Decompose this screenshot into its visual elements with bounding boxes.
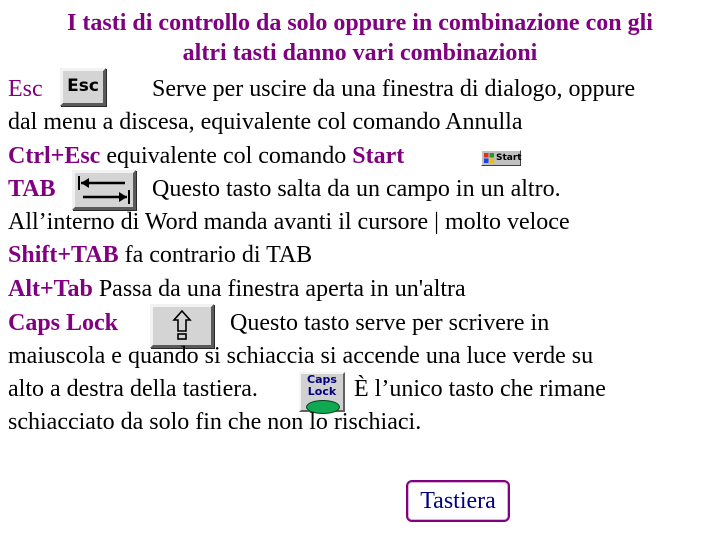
- alt-tab-term: Alt+Tab: [8, 276, 93, 302]
- windows-flag-icon: [484, 153, 494, 163]
- tab-description-2: All’interno di Word manda avanti il cursore | molto veloce: [8, 209, 570, 235]
- tastiera-button[interactable]: Tastiera: [406, 480, 510, 522]
- esc-description-1: Serve per uscire da una finestra di dialogo, oppure: [152, 76, 636, 102]
- page-title: [0, 8, 720, 68]
- esc-key-icon: [60, 68, 106, 106]
- title-line-2: altri tasti danno vari combinazioni: [182, 40, 538, 66]
- caps-description-2: maiuscola e quando si schiaccia si accende una luce verde su: [8, 343, 594, 369]
- start-button-label: Start: [496, 153, 522, 163]
- ctrl-esc-description: equivalente col comando: [106, 143, 347, 169]
- caps-lock-symbol-icon: [153, 307, 211, 345]
- title-line-1: I tasti di controllo da solo oppure in combinazione con gli: [67, 10, 653, 36]
- esc-description-2: dal menu a discesa, equivalente col comando Annulla: [8, 109, 523, 135]
- tab-arrows-icon: [75, 173, 133, 207]
- tab-term: TAB: [8, 176, 56, 202]
- esc-key-label: Esc: [67, 76, 99, 96]
- shift-tab-description: fa contrario di TAB: [124, 242, 313, 268]
- tab-key-icon: [72, 170, 136, 210]
- shift-tab-row: [8, 240, 312, 270]
- caps-description-3a: alto a destra della tastiera.: [8, 376, 258, 402]
- alt-tab-row: [8, 274, 466, 304]
- caps-key-label-2: Lock: [307, 385, 337, 398]
- start-button-icon: [481, 150, 521, 166]
- ctrl-esc-term: Ctrl+Esc: [8, 143, 101, 169]
- caps-description-1: Questo tasto serve per scrivere in: [230, 310, 550, 336]
- alt-tab-description: Passa da una finestra aperta in un'altra: [98, 276, 466, 302]
- caps-description-3b: È l’unico tasto che rimane: [354, 376, 606, 402]
- ctrl-esc-start-word: Start: [352, 143, 405, 169]
- caps-lock-led-key-icon: [299, 372, 345, 412]
- tab-description-1: Questo tasto salta da un campo in un altro.: [152, 176, 561, 202]
- shift-tab-term: Shift+TAB: [8, 242, 119, 268]
- caps-description-4: schiacciato da solo fin che non lo rischiaci.: [8, 409, 422, 435]
- caps-key-label-1: Caps: [307, 373, 337, 386]
- ctrl-esc-row: [8, 141, 404, 171]
- esc-term: Esc: [8, 76, 43, 102]
- caps-lock-term: Caps Lock: [8, 310, 119, 336]
